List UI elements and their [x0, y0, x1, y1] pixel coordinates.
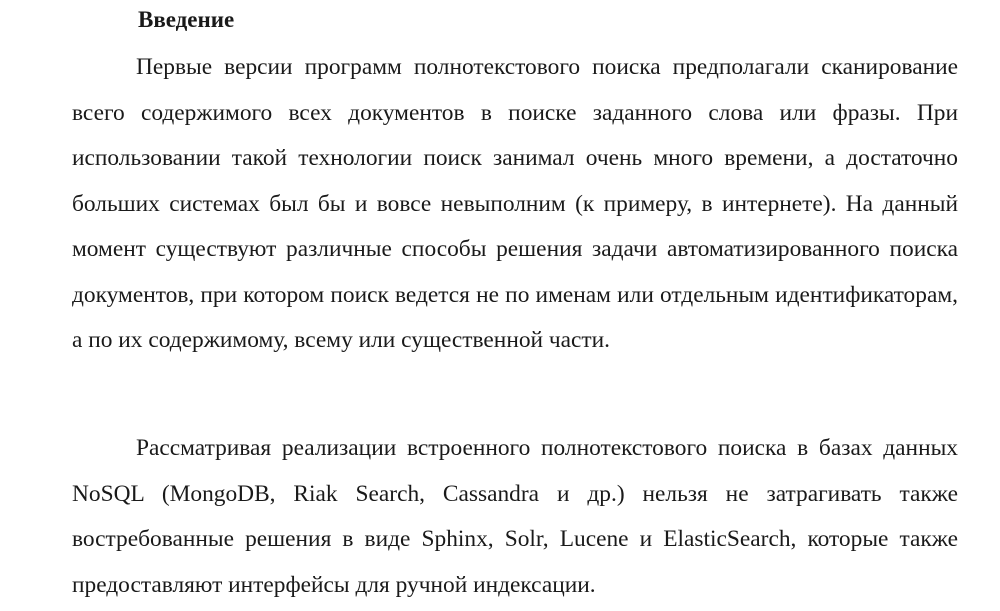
paragraph-1: Первые версии программ полнотекстового поиска предполагали сканирование всего содержимого всех документов в поиске заданного слова или фразы. При использовании такой технологии поиск занимал очень много времени, а достаточно больших системах был бы и вовсе невыполним (к примеру, в интернете). На данный момент существуют различные способы решения задачи автоматизированного поиска документов, при котором поиск ведется не по именам или отдельным идентификаторам, а по их содержимому, всему или существенной части.: [72, 54, 958, 353]
section-heading: Введение: [138, 7, 235, 32]
paragraph-2: Рассматривая реализации встроенного полнотекстового поиска в базах данных NoSQL (MongoDB, Riak Search, Cassandra и др.) нельзя не затрагивать также востребованные решения в виде Sphinx, Solr, Lucene и ElasticSearch, которые также предоставляют интерфейсы для ручной индексации.: [72, 435, 958, 598]
